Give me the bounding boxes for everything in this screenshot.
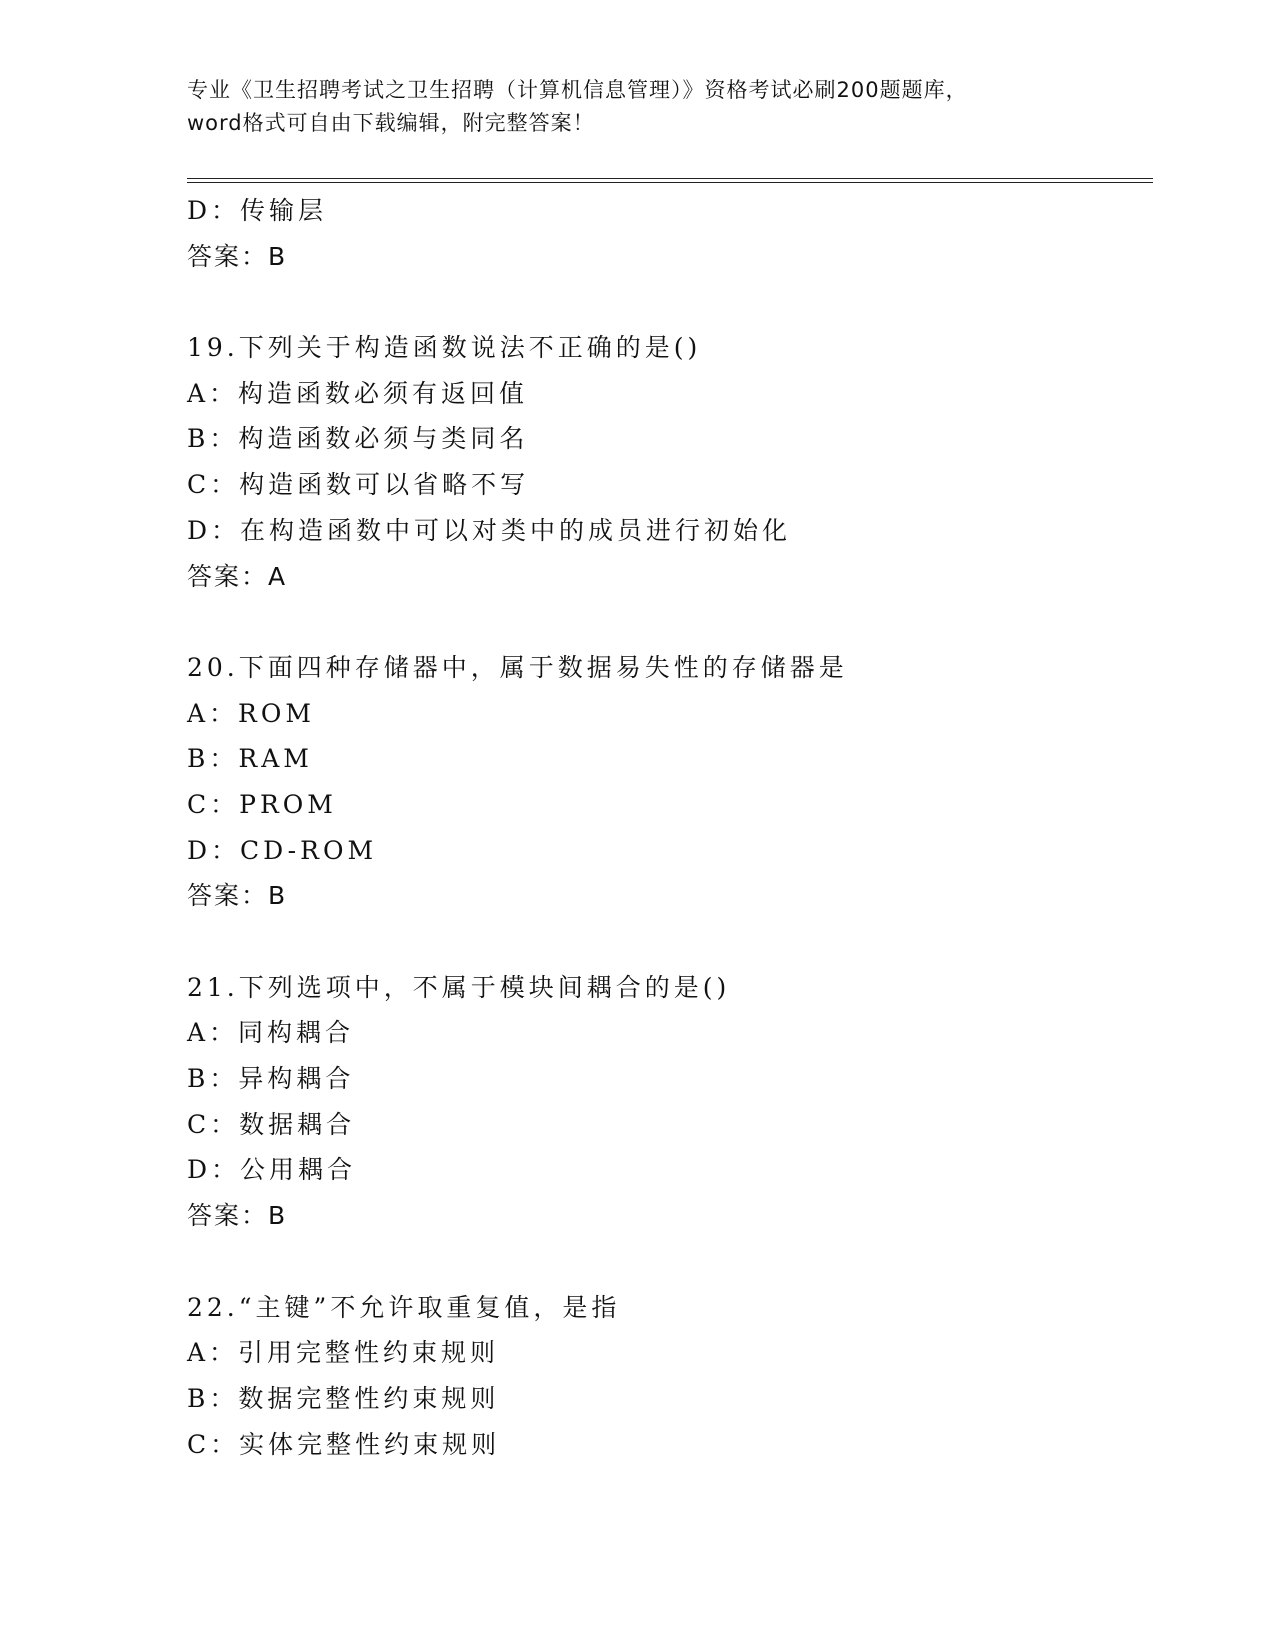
question-19-answer: 答案：A [187,561,288,591]
spacer [187,599,1187,645]
question-20-option-b: B：RAM [187,744,313,774]
question-21-answer: 答案：B [187,1201,288,1231]
header-divider-top [187,178,1153,179]
question-20-option-d: D：CD-ROM [187,835,378,865]
question-22-option-b: B：数据完整性约束规则 [187,1383,500,1413]
option-d-continued: D：传输层 [187,196,328,225]
spacer [187,1239,1187,1285]
question-19-option-c: C：构造函数可以省略不写 [187,470,530,500]
question-19-option-a: A：构造函数必须有返回值 [187,378,529,408]
question-20-answer: 答案：B [187,881,288,911]
question-20-option-a: A：ROM [187,698,315,728]
spacer [187,279,1187,325]
question-19-stem: 19.下列关于构造函数说法不正确的是() [187,333,702,363]
question-21-option-b: B：异构耦合 [187,1064,355,1094]
spacer [187,919,1187,965]
header-line-2: word格式可自由下载编辑，附完整答案！ [187,111,595,135]
question-22-option-a: A：引用完整性约束规则 [187,1338,500,1368]
answer-continued: 答案：B [187,241,288,271]
question-19-option-d: D：在构造函数中可以对类中的成员进行初始化 [187,515,792,545]
question-19-option-b: B：构造函数必须与类同名 [187,424,529,454]
header-line-1: 专业《卫生招聘考试之卫生招聘（计算机信息管理）》资格考试必刷200题题库， [187,78,968,102]
question-20-stem: 20.下面四种存储器中，属于数据易失性的存储器是 [187,652,848,682]
question-22-option-c: C：实体完整性约束规则 [187,1429,501,1459]
question-20-option-c: C：PROM [187,789,337,819]
question-list [187,188,1187,1467]
document-header [187,74,1087,140]
header-divider-bottom [187,182,1153,183]
question-21-option-a: A：同构耦合 [187,1018,355,1048]
question-21-option-d: D：公用耦合 [187,1155,357,1185]
question-21-option-c: C：数据耦合 [187,1109,356,1139]
question-22-stem: 22.“主键”不允许取重复值，是指 [187,1292,621,1322]
question-21-stem: 21.下列选项中，不属于模块间耦合的是() [187,972,731,1002]
